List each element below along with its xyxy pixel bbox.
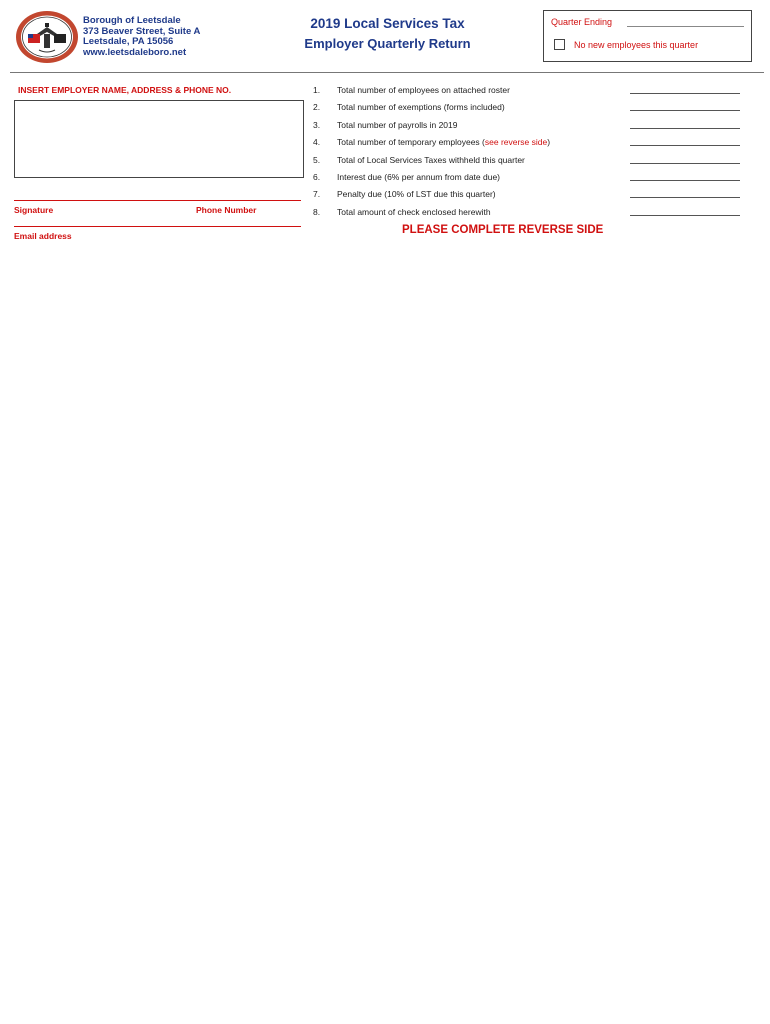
item-number: 6. [313,171,321,182]
tax-items-list [313,83,743,222]
no-new-employees-label: No new employees this quarter [574,40,699,50]
item-text-post: ) [547,137,551,148]
borough-address-block [83,16,200,58]
item-row [313,205,743,222]
complete-reverse-side-note: PLEASE COMPLETE REVERSE SIDE [402,224,604,236]
item-text: Total number of employees on attached roster [337,85,510,95]
signature-label: Signature [14,205,54,215]
item-row [313,187,743,204]
item-number: 3. [313,119,321,130]
item-number: 8. [313,206,321,217]
item-row [313,170,743,187]
item-row [313,118,743,135]
item-field[interactable] [630,128,740,129]
item-row [313,135,743,152]
item-field[interactable] [630,163,740,164]
quarter-box [543,10,752,62]
item-number: 7. [313,189,321,200]
borough-street: 373 Beaver Street, Suite A [83,25,201,37]
item-field[interactable] [630,93,740,94]
item-number: 1. [313,85,321,95]
item-text: Total of Local Services Taxes withheld this quarter [337,154,525,165]
item-text: Interest due (6% per annum from date due) [337,171,501,182]
form-title [270,14,505,54]
form-title-line1: 2019 Local Services Tax [310,16,465,31]
item-field[interactable] [630,145,740,146]
header-divider [10,72,764,73]
employer-info-field[interactable] [14,100,304,178]
item-field[interactable] [630,110,740,111]
item-field[interactable] [630,215,740,216]
employer-info-label: INSERT EMPLOYER NAME, ADDRESS & PHONE NO. [18,85,232,95]
item-field[interactable] [630,180,740,181]
item-row [313,100,743,117]
item-field[interactable] [630,197,740,198]
phone-number-label: Phone Number [196,205,257,215]
quarter-ending-field[interactable] [627,26,744,27]
item-row [313,153,743,170]
borough-city: Leetsdale, PA 15056 [83,36,174,47]
no-new-employees-checkbox[interactable] [554,39,565,50]
item-text: Penalty due (10% of LST due this quarter) [337,189,496,200]
item-number: 4. [313,137,321,148]
item-text: Total number of exemptions (forms included) [337,102,505,113]
signature-phone-line[interactable] [14,200,301,201]
item-number: 5. [313,154,321,165]
borough-name: Borough of Leetsdale [83,15,181,26]
email-address-label: Email address [14,231,72,241]
item-text-pre: Total number of temporary employees ( [337,137,485,148]
see-reverse-side-note: see reverse side [484,137,548,148]
borough-website[interactable]: www.leetsdaleboro.net [83,46,187,58]
quarter-ending-label: Quarter Ending [551,17,613,27]
form-title-line2: Employer Quarterly Return [304,36,471,51]
item-text: Total number of payrolls in 2019 [337,119,458,130]
email-line[interactable] [14,226,301,227]
item-text [337,137,550,147]
item-text: Total amount of check enclosed herewith [337,206,491,217]
item-row [313,83,743,100]
item-number: 2. [313,102,321,113]
borough-seal-logo [15,10,79,64]
